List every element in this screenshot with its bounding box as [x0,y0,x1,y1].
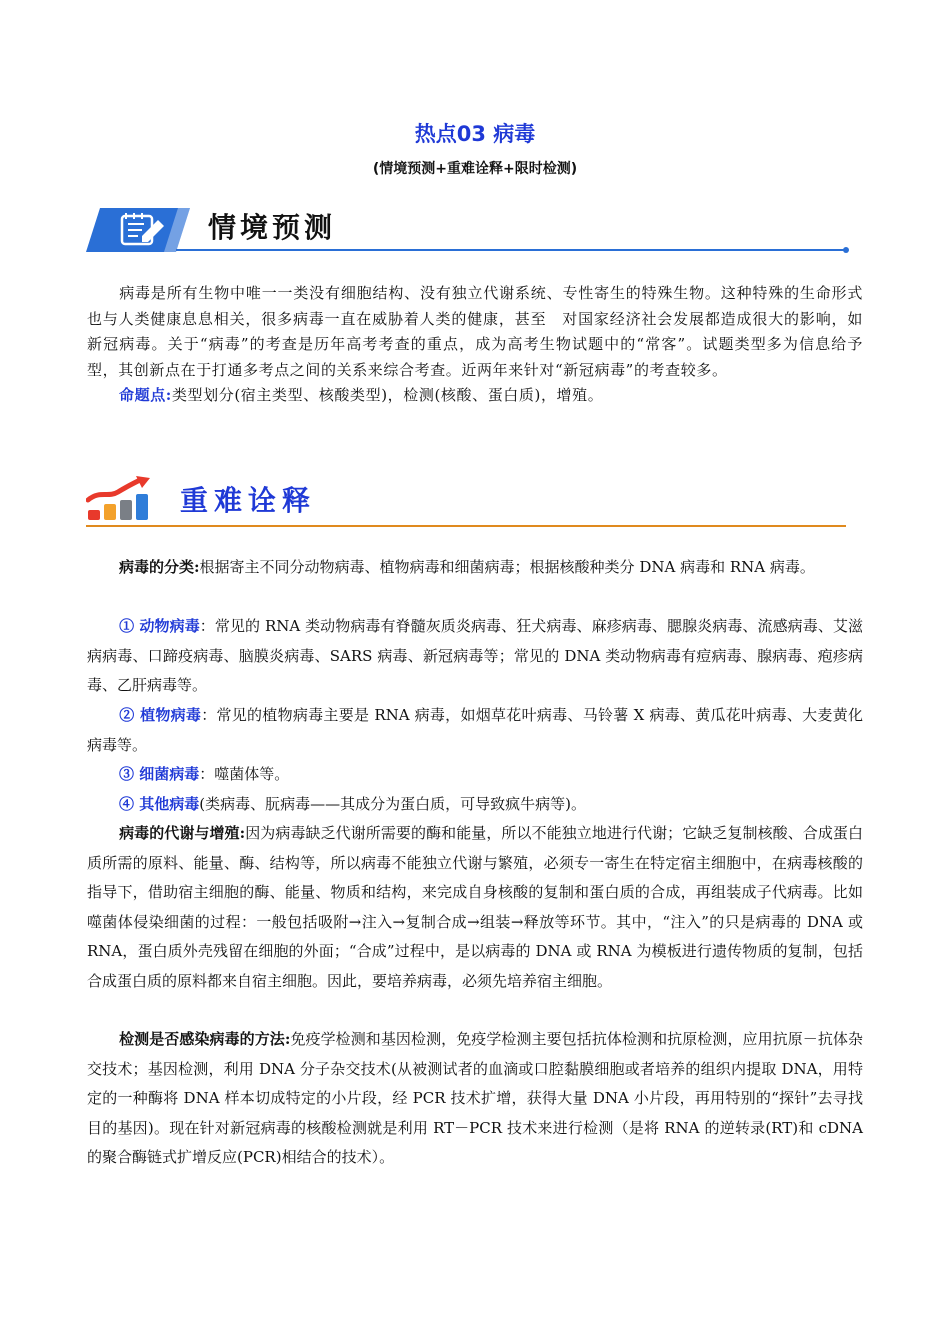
classification-text: 根据寄主不同分动物病毒、植物病毒和细菌病毒；根据核酸种类分 DNA 病毒和 RNA 病毒。 [199,558,815,576]
bacteria-virus-label: ③ 细菌病毒 [119,765,200,783]
detection-paragraph [87,1025,863,1173]
other-virus-label: ④ 其他病毒 [119,795,200,813]
section1-heading: 情境预测 [208,211,337,244]
section1-banner [86,206,852,256]
other-virus-paragraph [87,790,863,820]
section2-heading: 重难诠释 [180,484,317,517]
points-text: 类型划分(宿主类型、核酸类型)，检测(核酸、蛋白质)，增殖。 [171,386,604,404]
page-subtitle: (情境预测+重难诠释+限时检测) [372,161,578,177]
intro-text: 病毒是所有生物中唯一一类没有细胞结构、没有独立代谢系统、专性寄生的特殊生物。这种特殊的生命形式也与人类健康息息相关，很多病毒一直在威胁着人类的健康，甚至 对国家经济社会发展都造成很大的影响，如新冠病毒。关于“病毒”的考查是历年高考考查的重点，成为高考生物试题中的“常客”。试题类型多为信息给予型，其创新点在于打通多考点之间的关系来综合考查。近两年来针对“新冠病毒”的考查较多。 [87,284,863,379]
detection-text: 免疫学检测和基因检测，免疫学检测主要包括抗体检测和抗原检测，应用抗原－抗体杂交技术；基因检测，利用 DNA 分子杂交技术(从被测试者的血滴或口腔黏膜细胞或者培养的组织内提取 DNA，用特定的一种酶将 DNA 样本切成特定的小片段，经 PCR 技术扩增，获得大量 DNA 小片段，再用特别的“探针”去寻找目的基因)。现在针对新冠病毒的核酸检测就是利用 RT－PCR 技术来进行检测（是将 RNA 的逆转录(RT)和 cDNA 的聚合酶链式扩增反应(PCR)相结合的技术）。 [87,1030,863,1166]
animal-virus-label: ① 动物病毒 [119,617,200,635]
intro-paragraph [87,281,863,409]
page-title: 热点03 病毒 [414,122,536,146]
classification-label: 病毒的分类: [119,558,200,576]
plant-virus-label: ② 植物病毒 [119,706,202,724]
metabolism-label: 病毒的代谢与增殖: [119,824,246,842]
metabolism-text: 因为病毒缺乏代谢所需要的酶和能量，所以不能独立地进行代谢；它缺乏复制核酸、合成蛋白质所需的原料、能量、酶、结构等，所以病毒不能独立代谢与繁殖，必须专一寄生在特定宿主细胞中，在病毒核酸的指导下，借助宿主细胞的酶、能量、物质和结构，来完成自身核酸的复制和蛋白质的合成，再组装成子代病毒。比如噬菌体侵染细菌的过程：一般包括吸附→注入→复制合成→组装→释放等环节。其中，“注入”的只是病毒的 DNA 或 RNA，蛋白质外壳残留在细胞的外面；“合成”过程中，是以病毒的 DNA 或 RNA 为模板进行遗传物质的复制，包括合成蛋白质的原料都来自宿主细胞。因此，要培养病毒，必须先培养宿主细胞。 [87,824,863,990]
animal-virus-paragraph [87,612,863,701]
classification-paragraph [87,553,863,583]
points-label: 命题点: [119,386,172,404]
bacteria-virus-text: ：噬菌体等。 [199,765,290,783]
trend-chart-icon [88,476,150,520]
detection-label: 检测是否感染病毒的方法: [119,1030,291,1048]
plant-virus-text: ：常见的植物病毒主要是 RNA 病毒，如烟草花叶病毒、马铃薯 X 病毒、黄瓜花叶病毒、大麦黄化病毒等。 [87,706,863,754]
other-virus-text: (类病毒、朊病毒——其成分为蛋白质，可导致疯牛病等)。 [199,795,586,813]
animal-virus-text: ：常见的 RNA 类动物病毒有脊髓灰质炎病毒、狂犬病毒、麻疹病毒、腮腺炎病毒、流感病毒、艾滋病病毒、口蹄疫病毒、脑膜炎病毒、SARS 病毒、新冠病毒等；常见的 DNA 类动物病毒有痘病毒、腺病毒、疱疹病毒、乙肝病毒等。 [87,617,863,694]
plant-virus-paragraph [87,701,863,760]
metabolism-paragraph [87,819,863,996]
bacteria-virus-paragraph [87,760,863,790]
